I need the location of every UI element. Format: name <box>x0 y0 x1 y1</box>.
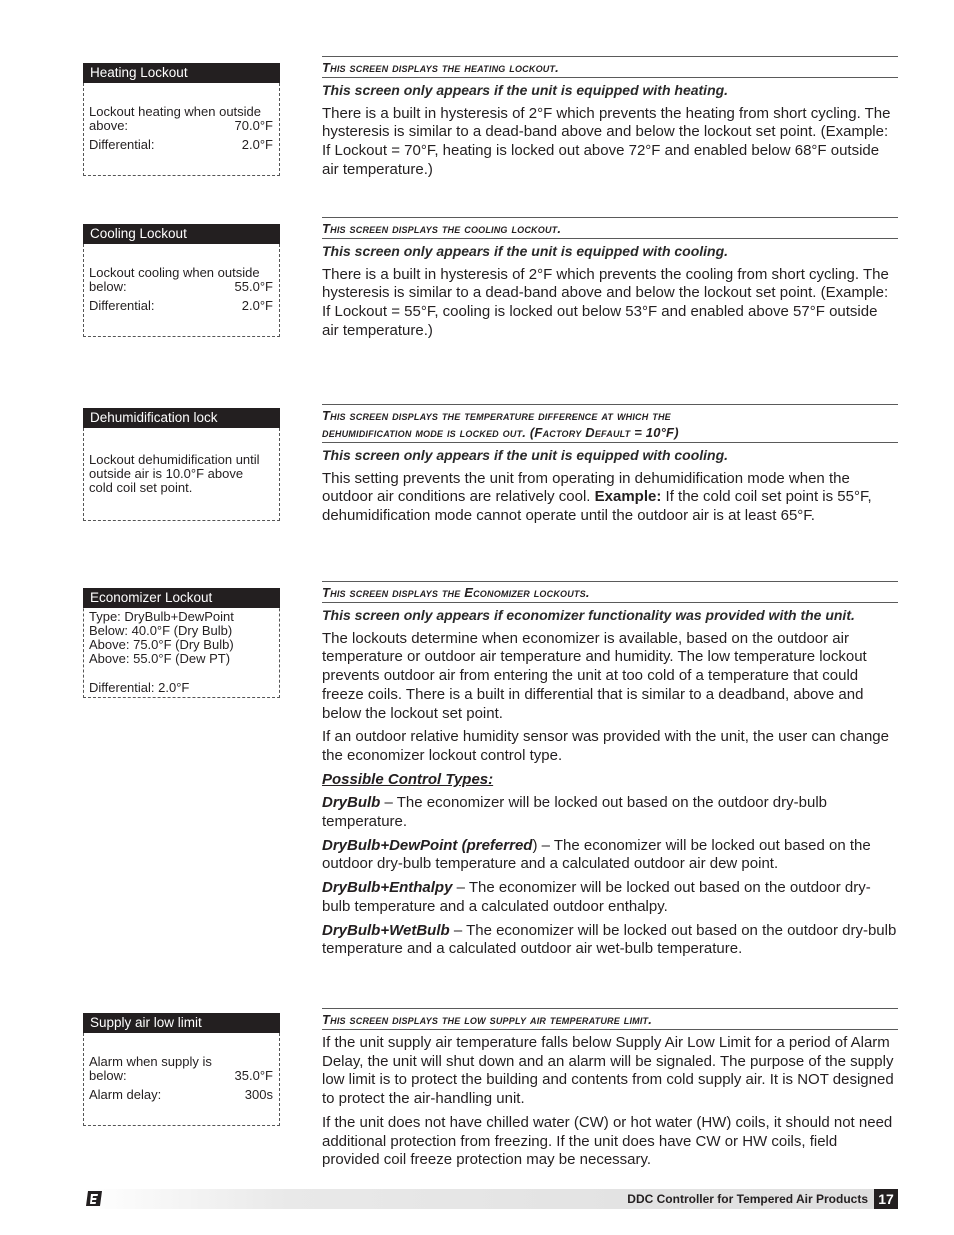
row-value: 300s <box>244 1087 273 1102</box>
supply-air-low-limit-section <box>322 1008 898 1175</box>
screen-row <box>89 280 273 294</box>
cooling-lockout-screen <box>83 224 280 337</box>
row-label: above: <box>89 118 129 133</box>
screen-line: Above: 55.0°F (Dew PT) <box>89 651 231 666</box>
screen-line: Lockout cooling when outside <box>89 265 260 280</box>
screen-title: Supply air low limit <box>83 1013 280 1033</box>
row-label: below: <box>89 1068 127 1083</box>
screen-row <box>89 1069 273 1083</box>
section-paragraph: There is a built in hysteresis of 2°F which prevents the cooling from short cycling. The hysteresis is similar to a dead-band above and below the lockout set point. (Example: If Lockout = 55°F, cooling is locked out below 53°F and enabled above 57°F outside air temperature.) <box>322 265 889 339</box>
control-type-drybulb-enthalpy <box>322 879 898 916</box>
control-type-text: – The economizer will be locked out based on the outdoor dry-bulb temperature and a calculated outdoor enthalpy. <box>322 879 871 915</box>
control-type-term: DryBulb+Enthalpy <box>322 879 453 897</box>
section-heading: This screen displays the low supply air temperature limit. <box>322 1012 653 1027</box>
row-label: Differential: <box>89 298 155 313</box>
screen-line: outside air is 10.0°F above <box>89 466 244 481</box>
economizer-lockout-section <box>322 581 898 964</box>
screen-line: Lockout dehumidification until <box>89 452 260 467</box>
heating-lockout-screen <box>83 63 280 176</box>
section-paragraph: There is a built in hysteresis of 2°F which prevents the heating from short cycling. The hysteresis is similar to a dead-band above and below the lockout set point. (Example: If Lockout = 70°F, heating is locked out above 72°F and enabled below 68°F outside air temperature.) <box>322 104 891 178</box>
control-types-title: Possible Control Types: <box>322 770 494 788</box>
section-paragraph: The lockouts determine when economizer is available, based on the outdoor air temperature or outdoor air temperature and humidity. The low temperature lockout prevents outdoor air from entering the unit at too cold of a temperature that could freeze coils. There is a built in differential that is similar to a deadband, above and below the lockout set point. <box>322 629 867 722</box>
control-type-text: ) – The economizer will be locked out based on the outdoor dry-bulb temperature and a calculated outdoor air dew point. <box>322 836 871 873</box>
control-type-drybulb <box>322 794 898 831</box>
screen-line: Below: 40.0°F (Dry Bulb) <box>89 623 233 638</box>
screen-line: Type: DryBulb+DewPoint <box>89 609 234 624</box>
heading-line: dehumidification mode is locked out. <box>322 425 527 440</box>
page-number: 17 <box>874 1189 898 1209</box>
section-heading: This screen displays the cooling lockout. <box>322 221 562 236</box>
cooling-lockout-section <box>322 217 898 346</box>
screen-row <box>89 1088 273 1102</box>
greenheck-logo-icon <box>85 1190 103 1207</box>
section-note: This screen only appears if the unit is equipped with heating. <box>322 82 729 98</box>
screen-title: Cooling Lockout <box>83 224 280 244</box>
row-label: Differential: <box>89 137 155 152</box>
section-paragraph: If an outdoor relative humidity sensor was provided with the unit, the user can change the economizer lockout control type. <box>322 728 889 764</box>
screen-line: Alarm when supply is <box>89 1054 212 1069</box>
screen-title: Heating Lockout <box>83 63 280 83</box>
dehumidification-section <box>322 404 898 531</box>
control-type-text: – The economizer will be locked out based on the outdoor dry-bulb temperature and a calculated outdoor air wet-bulb temperature. <box>322 921 897 958</box>
screen-row <box>89 119 273 133</box>
factory-default: (Factory Default = 10°F) <box>529 425 679 440</box>
row-value: 35.0°F <box>234 1068 273 1083</box>
control-type-text: – The economizer will be locked out based on the outdoor dry-bulb temperature. <box>322 794 828 831</box>
screen-title: Economizer Lockout <box>83 588 280 608</box>
control-type-term: DryBulb <box>322 794 381 812</box>
screen-row <box>89 138 273 152</box>
supply-air-low-limit-screen <box>83 1013 280 1126</box>
row-value: 70.0°F <box>234 118 273 133</box>
row-label: below: <box>89 279 127 294</box>
screen-line: Differential: 2.0°F <box>89 680 190 695</box>
screen-line: Above: 75.0°F (Dry Bulb) <box>89 637 234 652</box>
section-heading: This screen displays the heating lockout. <box>322 60 559 75</box>
section-note: This screen only appears if the unit is equipped with cooling. <box>322 243 729 259</box>
economizer-lockout-screen <box>83 588 280 698</box>
row-value: 2.0°F <box>241 137 273 152</box>
section-note: This screen only appears if economizer functionality was provided with the unit. <box>322 607 855 623</box>
paragraph-text: If the cold coil set point is 55°F, dehumidification mode cannot operate until the outdoor air is at least 65°F. <box>322 488 872 525</box>
dehumidification-lock-screen <box>83 408 280 521</box>
screen-row <box>89 299 273 313</box>
section-paragraph <box>322 470 898 526</box>
footer-title: DDC Controller for Tempered Air Products <box>627 1192 868 1206</box>
screen-line: Lockout heating when outside <box>89 104 262 119</box>
control-type-drybulb-dewpoint <box>322 837 898 874</box>
control-type-drybulb-wetbulb <box>322 922 898 959</box>
heading-line: This screen displays the temperature difference at which the <box>322 408 671 423</box>
section-heading <box>322 405 898 442</box>
section-note: This screen only appears if the unit is equipped with cooling. <box>322 447 729 463</box>
section-heading: This screen displays the Economizer lockouts. <box>322 585 590 600</box>
page-footer <box>83 1189 898 1209</box>
row-value: 55.0°F <box>234 279 273 294</box>
heating-lockout-section <box>322 56 898 185</box>
row-label: Alarm delay: <box>89 1087 162 1102</box>
screen-title: Dehumidification lock <box>83 408 280 428</box>
paragraph-text: This setting prevents the unit from operating in dehumidification mode when the outdoor air conditions are relatively cool. <box>322 469 850 506</box>
screen-line: cold coil set point. <box>89 480 193 495</box>
section-paragraph: If the unit does not have chilled water (CW) or hot water (HW) coils, it should not need additional protection from freezing. If the unit does have CW or HW coils, field provided coil freeze protection may be necessary. <box>322 1113 893 1169</box>
row-value: 2.0°F <box>241 298 273 313</box>
section-paragraph: If the unit supply air temperature falls below Supply Air Low Limit for a period of Alarm Delay, the unit will shut down and an alarm will be signaled. The purpose of the supply low limit is to protect the building and contents from cold supply air. It is NOT designed to protect the air-handling unit. <box>322 1034 894 1108</box>
example-label: Example: <box>594 488 662 506</box>
control-type-term: DryBulb+WetBulb <box>322 921 450 939</box>
control-type-term: DryBulb+DewPoint (preferred <box>322 836 533 854</box>
